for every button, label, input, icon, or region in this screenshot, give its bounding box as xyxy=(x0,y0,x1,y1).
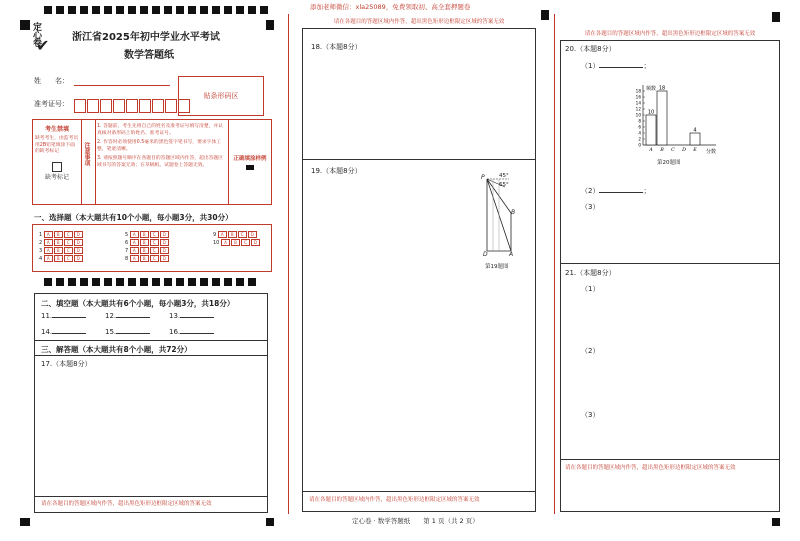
id-cells[interactable] xyxy=(74,98,191,117)
y-tick-label: 12 xyxy=(635,106,641,112)
bar-value-label: 4 xyxy=(693,127,697,134)
y-tick-label: 10 xyxy=(635,112,641,118)
corner-mark xyxy=(20,518,30,526)
q17-answer-area[interactable] xyxy=(35,356,267,496)
section-solve-title: 三、解答题（本大题共有8个小题，共72分） xyxy=(41,345,192,354)
q17-label: 17.（本题8分） xyxy=(41,360,92,368)
bar xyxy=(646,115,656,145)
page-subtitle: 数学答题纸 xyxy=(124,50,174,61)
fig20-caption: 第20题图 xyxy=(657,160,681,166)
middle-panel xyxy=(302,19,536,512)
bar xyxy=(690,133,700,145)
barcode-area: 贴条形码区 xyxy=(178,76,264,116)
bottom-note-middle: 请在各题目的答题区域内作答，超出黑色矩形边框限定区域的答案无效 xyxy=(309,497,480,503)
y-tick-label: 18 xyxy=(635,88,641,94)
fig20-chart xyxy=(625,83,735,159)
corner-mark xyxy=(772,12,780,22)
top-note-middle: 请在各题目的答题区域内作答，超出黑色矩形边框限定区域的答案无效 xyxy=(333,19,505,25)
blank-row-2[interactable]: 14. 15. 16. xyxy=(41,328,261,337)
fig19-label-p: P xyxy=(481,174,485,181)
fig19-label-65: 65° xyxy=(499,182,509,188)
name-label: 姓 名： xyxy=(34,77,69,85)
timing-marks-top xyxy=(44,6,274,14)
x-tick-label: A xyxy=(649,148,653,153)
y-axis-label: 频数 xyxy=(646,86,657,92)
x-tick-label: B xyxy=(660,148,664,153)
top-note-right: 请在各题目的答题区域内作答，超出黑色矩形边框限定区域的答案无效 xyxy=(584,31,756,37)
timing-marks-mid xyxy=(44,278,256,286)
y-tick-label: 2 xyxy=(638,136,641,142)
fig19-label-b: B xyxy=(511,209,516,216)
page-footer: 定心卷 · 数学答题纸 第 1 页（共 2 页） xyxy=(352,517,479,525)
right-panel xyxy=(560,31,780,512)
q21-label: 21.（本题8分） xyxy=(565,269,616,277)
attention-list: 1. 答题前，考生先将自己的姓名及准考证号填写清楚，并认真核对条形码上的姓名、准考证号。 2. 作答时必须使用0.5毫米的黑色签字笔书写，要求字体工整，笔迹清晰。 3. 请按照题号顺序在各题目的答题区域内作答，超出答题区域书写的答案无效；在草稿纸、试题卷上答题无效。 xyxy=(97,124,224,168)
q20-part1[interactable]: （1） ； xyxy=(581,62,651,70)
bar-value-label: 18 xyxy=(658,85,666,92)
q20-part3[interactable]: （3） xyxy=(581,203,600,211)
q21-part2: （2） xyxy=(581,347,600,355)
y-tick-label: 6 xyxy=(638,124,641,130)
bar xyxy=(657,91,667,145)
id-label: 准考证号： xyxy=(34,100,69,108)
corner-mark xyxy=(20,20,30,30)
fig19-label-45: 45° xyxy=(499,173,509,179)
section-fill-title: 二、填空题（本大题共有6个小题，每小题3分，共18分） xyxy=(41,299,235,308)
q19-label: 19.（本题8分） xyxy=(311,167,362,175)
exam-notice: 考生禁填 缺考考生，由监考员用2B铅笔填涂下面的缺考标记 缺考标记 xyxy=(35,126,79,181)
x-axis-label: 分数 xyxy=(706,149,717,155)
fill-example: 正确填涂样例 xyxy=(230,154,270,170)
notice-box xyxy=(32,119,272,205)
corner-mark xyxy=(266,20,274,30)
q18-label: 18.（本题8分） xyxy=(311,43,362,51)
q21-part3: （3） xyxy=(581,411,600,419)
q21-part1: （1） xyxy=(581,285,600,293)
y-tick-label: 0 xyxy=(638,142,641,148)
y-tick-label: 8 xyxy=(638,118,641,124)
x-tick-label: E xyxy=(693,148,697,153)
attention-title: 注意事项 xyxy=(83,142,90,166)
choice-group-3: 9 A B C D 10 A B C D xyxy=(213,231,261,247)
logo: 定心卷 ✔ xyxy=(31,22,50,55)
corner-mark xyxy=(266,518,274,526)
fig19-caption: 第19题图 xyxy=(485,264,509,270)
choice-box xyxy=(32,224,272,272)
name-field[interactable] xyxy=(74,85,170,86)
fig19-label-a: A xyxy=(509,251,514,258)
x-tick-label: D xyxy=(682,148,686,153)
y-tick-label: 16 xyxy=(635,94,641,100)
q20-label: 20.（本题8分） xyxy=(565,45,616,53)
fig19-label-d: D xyxy=(483,251,488,258)
watermark: 添加老师微信：xla25089，免费领取初、高全套押题卷 xyxy=(310,3,471,11)
section-choice-title: 一、选择题（本大题共有10个小题，每小题3分，共30分） xyxy=(34,213,233,222)
bar-value-label: 10 xyxy=(647,109,655,116)
q18-answer-area[interactable] xyxy=(303,39,535,159)
q21-answer-area[interactable] xyxy=(561,264,779,459)
y-tick-label: 14 xyxy=(635,100,641,106)
q20-part2[interactable]: （2） ； xyxy=(581,187,651,195)
page-title: 浙江省2025年初中学业水平考试 xyxy=(72,32,220,43)
absent-checkbox[interactable] xyxy=(52,162,62,172)
corner-mark xyxy=(541,10,549,20)
bottom-note-right: 请在各题目的答题区域内作答，超出黑色矩形边框限定区域的答案无效 xyxy=(565,465,736,471)
x-tick-label: C xyxy=(671,148,675,153)
blank-row-1[interactable]: 11. 12. 13. xyxy=(41,312,261,321)
y-tick-label: 4 xyxy=(638,130,641,136)
bottom-note-left: 请在各题目的答题区域内作答，超出黑色矩形边框限定区域的答案无效 xyxy=(41,501,212,507)
choice-group-2: 5 A B C D 6 A B C D 7 A B C D 8 A B C D xyxy=(125,231,170,263)
choice-group-1: 1 A B C D 2 A B C D 3 A B C D 4 A B C D xyxy=(39,231,84,263)
corner-mark xyxy=(772,518,780,526)
answer-box-left xyxy=(34,293,268,513)
